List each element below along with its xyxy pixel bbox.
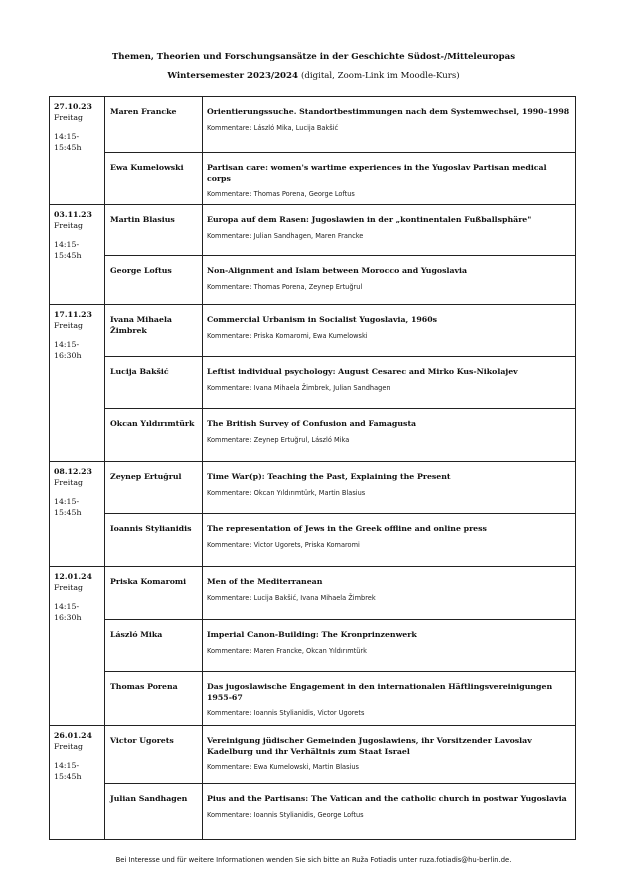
session-time: 14:15- 15:45h [54, 132, 82, 152]
talk-cell [203, 97, 576, 153]
table-row [50, 726, 576, 784]
speaker-name: Ewa Kumelowski [105, 153, 203, 205]
speaker-name: Priska Komaromi [105, 567, 203, 620]
semester-note: (digital, Zoom-Link im Moodle-Kurs) [301, 71, 460, 81]
session-time: 14:15- 15:45h [54, 240, 82, 260]
talk-title: Men of the Mediterranean [207, 577, 323, 586]
talk-title: Europa auf dem Rasen: Jugoslawien in der „kontinentalen Fußballsphäre" [207, 215, 532, 224]
talk-cell [203, 305, 576, 357]
talk-title: Imperial Canon-Building: The Kronprinzenwerk [207, 630, 417, 639]
speaker-name: Thomas Porena [105, 672, 203, 726]
talk-commentators: Kommentare: Ewa Kumelowski, Martin Blasius [207, 763, 359, 771]
talk-commentators: Kommentare: Ivana Mihaela Žimbrek, Julian Sandhagen [207, 383, 391, 392]
talk-commentators: Kommentare: Zeynep Ertuğrul, László Mika [207, 435, 350, 444]
speaker-name: Ivana Mihaela Žimbrek [105, 305, 203, 357]
session-time: 14:15- 16:30h [54, 340, 82, 360]
talk-commentators: Kommentare: Julian Sandhagen, Maren Francke [207, 231, 364, 240]
talk-commentators: Kommentare: Thomas Porena, Zeynep Ertuğrul [207, 282, 363, 291]
session-date-cell [50, 97, 105, 205]
table-row [50, 514, 576, 567]
table-row [50, 784, 576, 840]
session-weekday: Freitag [54, 221, 84, 230]
session-time: 14:15- 16:30h [54, 602, 82, 622]
talk-title: Vereinigung jüdischer Gemeinden Jugoslawiens, ihr Vorsitzender Lavoslav Kadelburg und ihr Verhältnis zum Staat Israel [207, 736, 532, 756]
speaker-name: Martin Blasius [105, 205, 203, 256]
talk-commentators: Kommentare: Ioannis Stylianidis, George Loftus [207, 810, 364, 819]
session-date: 03.11.23 [54, 210, 92, 219]
schedule-body [50, 97, 576, 840]
talk-cell [203, 784, 576, 840]
speaker-name: George Loftus [105, 256, 203, 305]
table-row [50, 462, 576, 514]
speaker-name: Victor Ugorets [105, 726, 203, 784]
talk-cell [203, 256, 576, 305]
session-date-cell [50, 726, 105, 840]
talk-cell [203, 726, 576, 784]
table-row [50, 567, 576, 620]
session-weekday: Freitag [54, 321, 84, 330]
talk-cell [203, 462, 576, 514]
talk-cell [203, 357, 576, 409]
session-date-cell [50, 462, 105, 567]
table-row [50, 305, 576, 357]
talk-commentators: Kommentare: Thomas Porena, George Loftus [207, 190, 355, 198]
talk-title: Commercial Urbanism in Socialist Yugoslavia, 1960s [207, 315, 438, 324]
speaker-name: Okcan Yıldırımtürk [105, 409, 203, 462]
talk-title: Non-Alignment and Islam between Morocco and Yugoslavia [207, 266, 468, 275]
talk-title: Partisan care: women's wartime experiences in the Yugoslav Partisan medical corps [207, 163, 547, 183]
table-row [50, 620, 576, 672]
session-date-cell [50, 567, 105, 726]
talk-cell [203, 205, 576, 256]
table-row [50, 357, 576, 409]
talk-commentators: Kommentare: Lucija Bakšić, Ivana Mihaela Žimbrek [207, 593, 376, 602]
speaker-name: László Mika [105, 620, 203, 672]
session-date: 12.01.24 [54, 572, 92, 581]
talk-commentators: Kommentare: Ioannis Stylianidis, Victor Ugorets [207, 709, 365, 717]
table-row [50, 672, 576, 726]
session-weekday: Freitag [54, 478, 84, 487]
speaker-name: Ioannis Stylianidis [105, 514, 203, 567]
session-date-cell [50, 205, 105, 305]
semester: Wintersemester 2023/2024 [167, 71, 298, 81]
schedule-table [49, 96, 576, 840]
talk-commentators: Kommentare: Priska Komaromi, Ewa Kumelowski [207, 331, 368, 340]
talk-cell [203, 409, 576, 462]
talk-commentators: Kommentare: Maren Francke, Okcan Yıldırımtürk [207, 646, 367, 655]
talk-title: Leftist individual psychology: August Cesarec and Mirko Kus-Nikolajev [207, 367, 518, 376]
session-date: 17.11.23 [54, 310, 92, 319]
speaker-name: Zeynep Ertuğrul [105, 462, 203, 514]
talk-title: Orientierungssuche. Standortbestimmungen nach dem Systemwechsel, 1990–1998 [207, 107, 570, 116]
session-date-cell [50, 305, 105, 462]
session-weekday: Freitag [54, 113, 84, 122]
contact-footer: Bei Interesse und für weitere Informationen wenden Sie sich bitte an Ruža Fotiadis unter ruza.fotiadis@hu-berlin.de. [115, 856, 512, 864]
session-weekday: Freitag [54, 742, 84, 751]
talk-title: Das jugoslawische Engagement in den internationalen Häftlingsvereinigungen 1955-67 [207, 682, 553, 702]
table-row [50, 409, 576, 462]
table-row [50, 256, 576, 305]
session-time: 14:15- 15:45h [54, 761, 82, 781]
session-date: 27.10.23 [54, 102, 92, 111]
talk-commentators: Kommentare: László Mika, Lucija Bakšić [207, 123, 339, 132]
session-weekday: Freitag [54, 583, 84, 592]
table-row [50, 205, 576, 256]
session-date: 08.12.23 [54, 467, 92, 476]
speaker-name: Julian Sandhagen [105, 784, 203, 840]
talk-cell [203, 672, 576, 726]
talk-cell [203, 567, 576, 620]
table-row [50, 97, 576, 153]
talk-commentators: Kommentare: Okcan Yıldırımtürk, Martin Blasius [207, 488, 366, 497]
table-row [50, 153, 576, 205]
session-date: 26.01.24 [54, 731, 92, 740]
talk-cell [203, 620, 576, 672]
talk-title: Time War(p): Teaching the Past, Explaining the Present [207, 472, 451, 481]
talk-cell [203, 514, 576, 567]
talk-cell [203, 153, 576, 205]
talk-title: The representation of Jews in the Greek offline and online press [207, 524, 487, 533]
session-time: 14:15- 15:45h [54, 497, 82, 517]
speaker-name: Maren Francke [105, 97, 203, 153]
talk-title: Pius and the Partisans: The Vatican and the catholic church in postwar Yugoslavia [207, 794, 567, 803]
speaker-name: Lucija Bakšić [105, 357, 203, 409]
talk-title: The British Survey of Confusion and Famagusta [207, 419, 417, 428]
talk-commentators: Kommentare: Victor Ugorets, Priska Komaromi [207, 540, 360, 549]
semester-line [0, 71, 627, 81]
page-title: Themen, Theorien und Forschungsansätze in der Geschichte Südost-/Mitteleuropas [111, 52, 516, 62]
